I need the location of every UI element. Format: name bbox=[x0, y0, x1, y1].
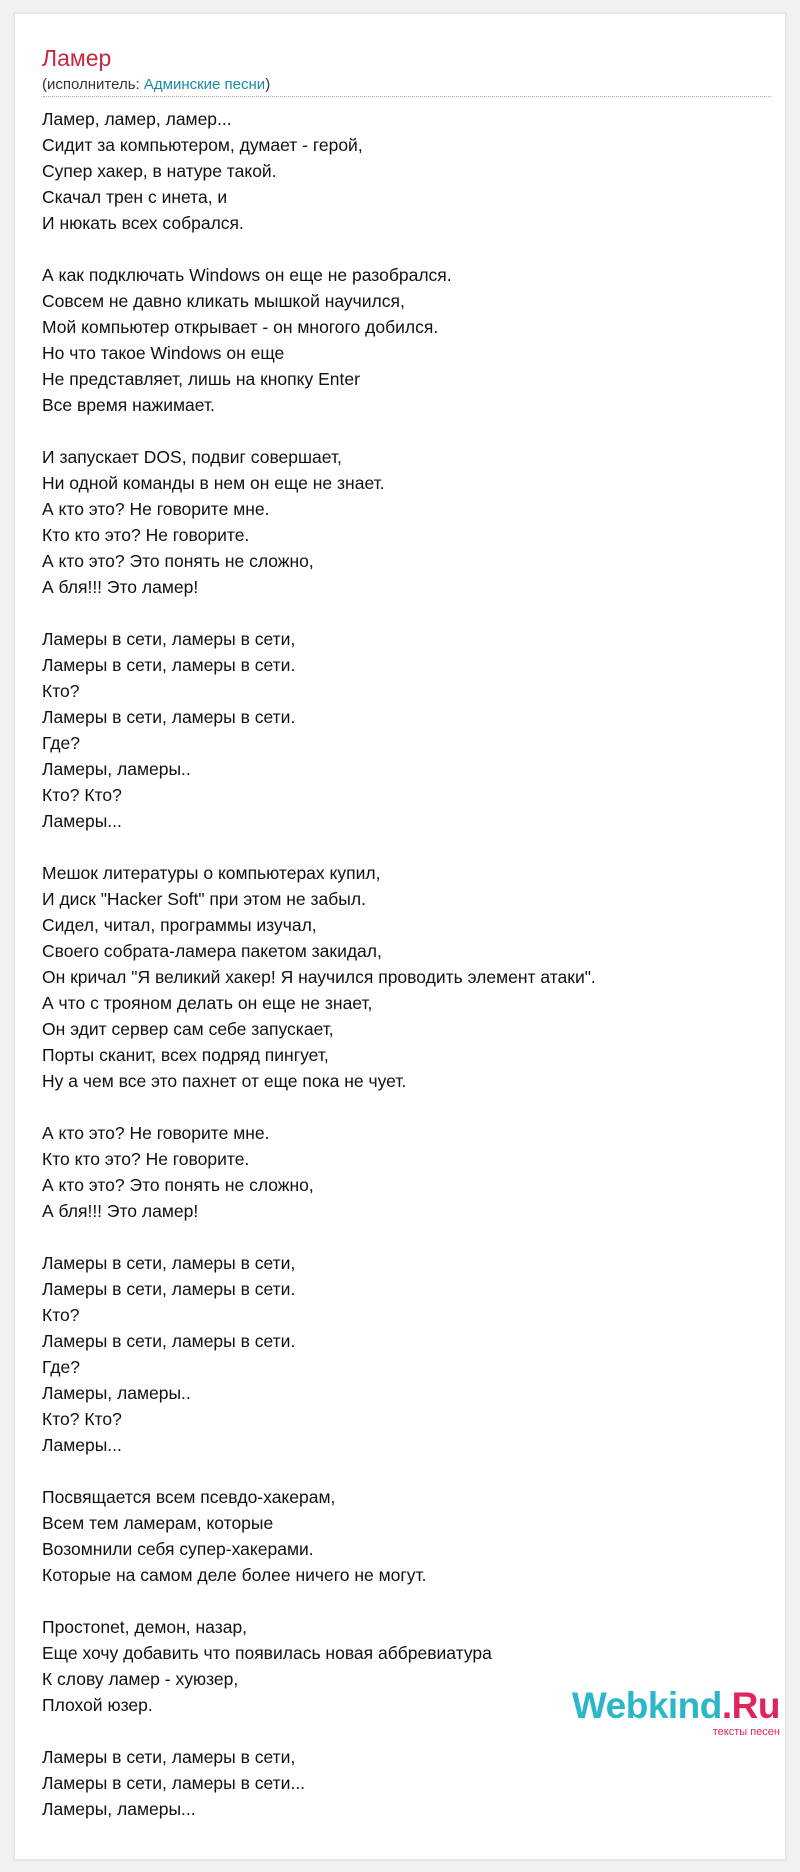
lyrics-line: Ламеры... bbox=[42, 811, 122, 831]
lyrics-line: Ламеры в сети, ламеры в сети. bbox=[42, 707, 296, 727]
lyrics-line: Он кричал "Я великий хакер! Я научился проводить элемент атаки". bbox=[42, 967, 596, 987]
lyrics-line: Ни одной команды в нем он еще не знает. bbox=[42, 473, 385, 493]
lyrics-card bbox=[14, 13, 786, 1860]
lyrics-line: А бля!!! Это ламер! bbox=[42, 577, 199, 597]
webkind-logo[interactable] bbox=[571, 1672, 792, 1738]
artist-link[interactable]: Админские песни bbox=[143, 76, 266, 93]
lyrics-stanza bbox=[42, 626, 782, 834]
lyrics-line: А кто это? Не говорите мне. bbox=[42, 1123, 270, 1143]
logo-wordmark bbox=[572, 1686, 780, 1726]
lyrics-stanza bbox=[42, 1250, 782, 1458]
lyrics-line: Сидит за компьютером, думает - герой, bbox=[42, 135, 363, 155]
lyrics-line: Плохой юзер. bbox=[42, 1695, 153, 1715]
lyrics-stanza bbox=[42, 860, 782, 1094]
lyrics-line: Ламеры... bbox=[42, 1435, 122, 1455]
lyrics-line: Ламеры в сети, ламеры в сети. bbox=[42, 655, 296, 675]
lyrics-line: Кто? bbox=[42, 681, 80, 701]
lyrics-line: Кто? bbox=[42, 1305, 80, 1325]
lyrics-line: Всем тем ламерам, которые bbox=[42, 1513, 274, 1533]
lyrics-line: Кто кто это? Не говорите. bbox=[42, 525, 250, 545]
lyrics-line: Ламер, ламер, ламер... bbox=[42, 109, 232, 129]
lyrics-stanza bbox=[42, 1744, 782, 1822]
lyrics-line: Ну а чем все это пахнет от еще пока не чует. bbox=[42, 1071, 407, 1091]
lyrics-line: Все время нажимает. bbox=[42, 395, 215, 415]
lyrics-line: И диск "Hacker Soft" при этом не забыл. bbox=[42, 889, 366, 909]
lyrics-line: Которые на самом деле более ничего не могут. bbox=[42, 1565, 427, 1585]
lyrics-stanza bbox=[42, 1120, 782, 1224]
lyrics-line: Ламеры, ламеры.. bbox=[42, 759, 191, 779]
lyrics-line: Посвящается всем псевдо-хакерам, bbox=[42, 1487, 336, 1507]
lyrics-line: Ламеры в сети, ламеры в сети, bbox=[42, 629, 296, 649]
lyrics-line: Но что такое Windows он еще bbox=[42, 343, 285, 363]
lyrics-stanza bbox=[42, 106, 782, 236]
logo-tagline: тексты песен bbox=[712, 1726, 780, 1738]
lyrics-line: Ламеры, ламеры... bbox=[42, 1799, 196, 1819]
lyrics-line: Ламеры в сети, ламеры в сети... bbox=[42, 1773, 306, 1793]
lyrics-line: Где? bbox=[42, 1357, 80, 1377]
lyrics-line: К слову ламер - хуюзер, bbox=[42, 1669, 239, 1689]
lyrics-line: Супер хакер, в натуре такой. bbox=[42, 161, 277, 181]
lyrics-stanza bbox=[42, 262, 782, 418]
lyrics-line: Совсем не давно кликать мышкой научился, bbox=[42, 291, 405, 311]
lyrics-line: И запускает DOS, подвиг совершает, bbox=[42, 447, 342, 467]
lyrics-line: А бля!!! Это ламер! bbox=[42, 1201, 199, 1221]
lyrics-line: Ламеры в сети, ламеры в сети, bbox=[42, 1747, 296, 1767]
lyrics-line: А что с трояном делать он еще не знает, bbox=[42, 993, 373, 1013]
lyrics-line: Мой компьютер открывает - он многого добился. bbox=[42, 317, 439, 337]
lyrics-line: Сидел, читал, программы изучал, bbox=[42, 915, 317, 935]
lyrics-line: Он эдит сервер сам себе запускает, bbox=[42, 1019, 334, 1039]
lyrics-line: Ламеры в сети, ламеры в сети. bbox=[42, 1279, 296, 1299]
lyrics-line: А как подключать Windows он еще не разобрался. bbox=[42, 265, 452, 285]
logo-brand: Webkind bbox=[571, 1685, 722, 1726]
lyrics-line: Возомнили себя супер-хакерами. bbox=[42, 1539, 314, 1559]
lyrics-text bbox=[42, 106, 782, 1848]
lyrics-line: Не представляет, лишь на кнопку Enter bbox=[42, 369, 360, 389]
lyrics-line: Кто? Кто? bbox=[42, 1409, 122, 1429]
logo-dot: . bbox=[721, 1685, 732, 1726]
lyrics-line: Еще хочу добавить что появилась новая аббревиатура bbox=[42, 1643, 492, 1663]
lyrics-line: Мешок литературы о компьютерах купил, bbox=[42, 863, 381, 883]
lyrics-line: Где? bbox=[42, 733, 80, 753]
artist-byline bbox=[42, 75, 270, 95]
lyrics-line: Кто? Кто? bbox=[42, 785, 122, 805]
lyrics-line: Кто кто это? Не говорите. bbox=[42, 1149, 250, 1169]
lyrics-line: А кто это? Не говорите мне. bbox=[42, 499, 270, 519]
lyrics-line: А кто это? Это понять не сложно, bbox=[42, 551, 314, 571]
song-title: Ламер bbox=[42, 45, 112, 71]
lyrics-line: Ламеры в сети, ламеры в сети, bbox=[42, 1253, 296, 1273]
lyrics-line: И нюкать всех собрался. bbox=[42, 213, 244, 233]
lyrics-line: Ламеры в сети, ламеры в сети. bbox=[42, 1331, 296, 1351]
header-divider bbox=[43, 96, 771, 97]
lyrics-line: Простоnet, демон, назар, bbox=[42, 1617, 248, 1637]
logo-tld: Ru bbox=[731, 1685, 780, 1726]
lyrics-stanza bbox=[42, 444, 782, 600]
byline-prefix: (исполнитель: bbox=[42, 76, 144, 93]
byline-suffix: ) bbox=[265, 76, 271, 93]
lyrics-line: Своего собрата-ламера пакетом закидал, bbox=[42, 941, 382, 961]
lyrics-line: А кто это? Это понять не сложно, bbox=[42, 1175, 314, 1195]
lyrics-line: Скачал трен с инета, и bbox=[42, 187, 228, 207]
lyrics-line: Ламеры, ламеры.. bbox=[42, 1383, 191, 1403]
lyrics-line: Порты сканит, всех подряд пингует, bbox=[42, 1045, 329, 1065]
lyrics-stanza bbox=[42, 1484, 782, 1588]
